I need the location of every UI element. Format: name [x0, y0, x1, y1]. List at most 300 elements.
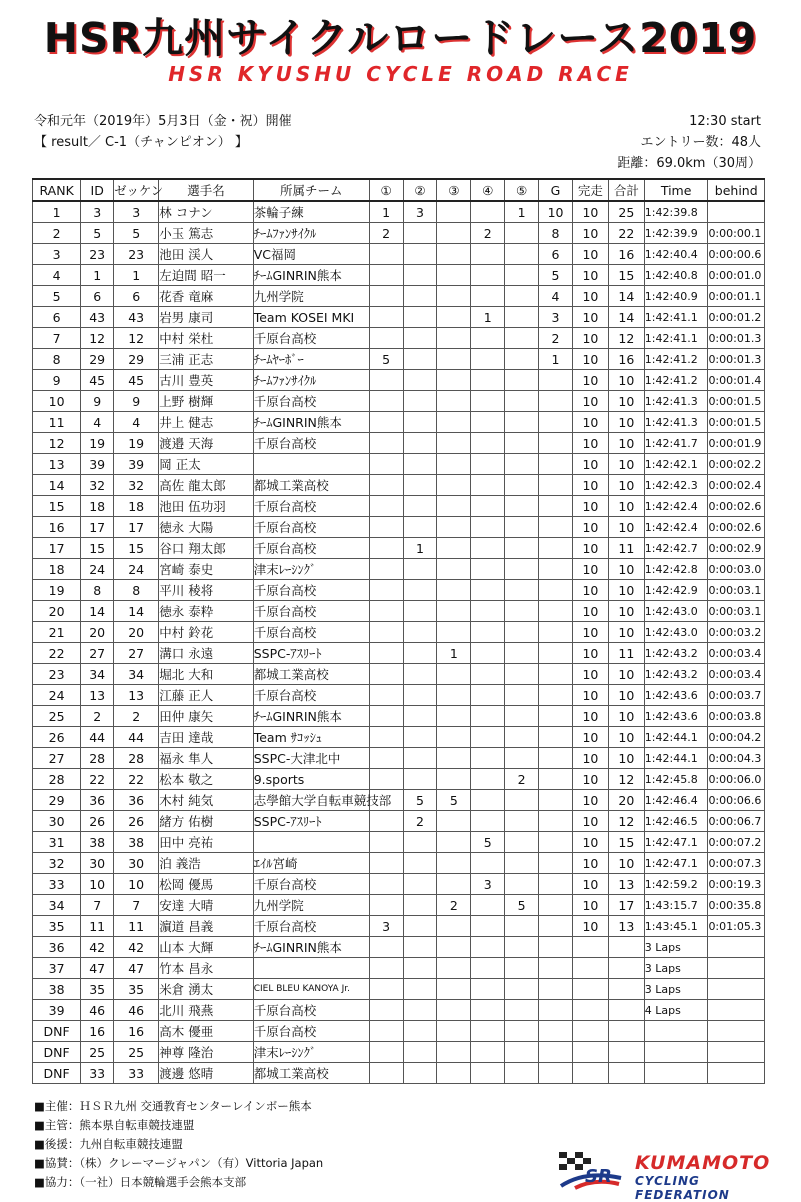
table-cell — [644, 1042, 708, 1063]
table-cell — [369, 1000, 403, 1021]
table-cell: 3 Laps — [644, 979, 708, 1000]
table-cell: 0:00:06.7 — [708, 811, 765, 832]
table-row — [33, 475, 765, 496]
table-cell — [403, 979, 437, 1000]
table-cell: 松本 敬之 — [159, 769, 253, 790]
table-cell: 10 — [81, 874, 114, 895]
table-cell: 10 — [572, 223, 608, 244]
table-cell: 津末ﾚｰｼﾝｸﾞ — [253, 559, 369, 580]
table-cell — [403, 454, 437, 475]
table-cell — [572, 1021, 608, 1042]
table-cell — [437, 370, 471, 391]
table-cell: 11 — [33, 412, 81, 433]
table-cell — [471, 538, 505, 559]
table-cell — [505, 979, 539, 1000]
table-cell — [471, 1063, 505, 1084]
table-cell: 10 — [572, 580, 608, 601]
table-cell: 0:00:00.1 — [708, 223, 765, 244]
table-cell — [505, 223, 539, 244]
table-cell: 1 — [471, 307, 505, 328]
table-cell — [608, 979, 644, 1000]
table-cell: 36 — [33, 937, 81, 958]
table-cell — [403, 727, 437, 748]
table-cell: 39 — [33, 1000, 81, 1021]
table-cell: 0:00:02.6 — [708, 517, 765, 538]
table-cell — [505, 643, 539, 664]
column-header: ID — [81, 179, 114, 201]
table-cell: 10 — [33, 391, 81, 412]
table-cell — [708, 1021, 765, 1042]
table-cell: 2 — [437, 895, 471, 916]
table-cell — [505, 1042, 539, 1063]
table-cell: 1:42:41.7 — [644, 433, 708, 454]
table-cell — [369, 538, 403, 559]
table-cell: 27 — [114, 643, 159, 664]
table-cell: 1:42:42.8 — [644, 559, 708, 580]
table-cell — [471, 580, 505, 601]
table-cell: 9.sports — [253, 769, 369, 790]
table-cell: 千原台高校 — [253, 916, 369, 937]
table-cell: 21 — [33, 622, 81, 643]
table-cell: VC福岡 — [253, 244, 369, 265]
table-cell — [539, 643, 573, 664]
table-cell: 34 — [114, 664, 159, 685]
table-cell — [437, 1042, 471, 1063]
table-row — [33, 433, 765, 454]
table-cell: 16 — [608, 349, 644, 370]
table-cell: 1 — [114, 265, 159, 286]
table-cell — [403, 643, 437, 664]
table-cell — [505, 244, 539, 265]
table-cell: 0:00:03.4 — [708, 643, 765, 664]
table-cell: 23 — [114, 244, 159, 265]
table-cell: 平川 稜将 — [159, 580, 253, 601]
table-cell: 29 — [81, 349, 114, 370]
table-cell: 17 — [81, 517, 114, 538]
table-cell: 3 — [471, 874, 505, 895]
table-cell: 0:00:02.2 — [708, 454, 765, 475]
table-cell — [437, 979, 471, 1000]
table-cell: 1:42:41.3 — [644, 412, 708, 433]
table-cell: 9 — [114, 391, 159, 412]
table-cell — [369, 643, 403, 664]
table-cell: 10 — [608, 412, 644, 433]
table-cell: 22 — [114, 769, 159, 790]
table-cell — [437, 1021, 471, 1042]
footer-line: ■主管：熊本県自転車競技連盟 — [34, 1118, 195, 1132]
table-cell: 10 — [608, 517, 644, 538]
table-cell — [403, 601, 437, 622]
table-cell: 5 — [437, 790, 471, 811]
table-cell — [505, 685, 539, 706]
table-cell — [471, 790, 505, 811]
table-cell: 0:00:01.0 — [708, 265, 765, 286]
table-cell — [437, 853, 471, 874]
table-cell — [608, 1000, 644, 1021]
table-cell — [253, 832, 369, 853]
table-cell — [471, 370, 505, 391]
table-cell — [539, 811, 573, 832]
table-cell — [708, 937, 765, 958]
table-cell: 5 — [505, 895, 539, 916]
table-cell — [403, 622, 437, 643]
table-cell: 0:00:03.7 — [708, 685, 765, 706]
table-row — [33, 853, 765, 874]
table-cell: 10 — [572, 916, 608, 937]
table-row — [33, 916, 765, 937]
table-cell — [539, 895, 573, 916]
table-cell: 10 — [572, 706, 608, 727]
table-row — [33, 286, 765, 307]
table-row — [33, 223, 765, 244]
page-title: HSR九州サイクルロードレース2019 — [43, 14, 758, 62]
table-cell — [369, 727, 403, 748]
table-cell: 九州学院 — [253, 895, 369, 916]
table-cell: 4 — [81, 412, 114, 433]
table-cell — [437, 538, 471, 559]
table-cell — [403, 916, 437, 937]
table-cell: SSPC-ｱｽﾘｰﾄ — [253, 643, 369, 664]
table-cell: 20 — [81, 622, 114, 643]
table-cell: 松岡 優馬 — [159, 874, 253, 895]
table-cell: 中村 鈴花 — [159, 622, 253, 643]
column-header: ⑤ — [505, 179, 539, 201]
table-cell — [403, 748, 437, 769]
table-cell: 堀北 大和 — [159, 664, 253, 685]
table-cell — [437, 454, 471, 475]
table-cell: 0:00:01.1 — [708, 286, 765, 307]
table-cell: 1:42:47.1 — [644, 853, 708, 874]
table-cell — [471, 286, 505, 307]
table-cell: 8 — [33, 349, 81, 370]
table-cell: 5 — [369, 349, 403, 370]
table-cell: 0:00:01.3 — [708, 349, 765, 370]
table-cell: SSPC-ｱｽﾘｰﾄ — [253, 811, 369, 832]
column-header: ゼッケン — [114, 179, 159, 201]
entry-count: エントリー数：48人 — [640, 135, 761, 150]
table-cell: 1 — [81, 265, 114, 286]
table-cell: 千原台高校 — [253, 874, 369, 895]
table-cell: 26 — [114, 811, 159, 832]
table-cell — [505, 475, 539, 496]
table-cell — [437, 391, 471, 412]
table-cell: 33 — [33, 874, 81, 895]
table-cell — [471, 1021, 505, 1042]
table-cell: 1:42:43.0 — [644, 622, 708, 643]
table-cell: 3 Laps — [644, 958, 708, 979]
table-cell — [369, 832, 403, 853]
table-cell — [437, 307, 471, 328]
table-cell — [403, 223, 437, 244]
table-cell: 22 — [33, 643, 81, 664]
table-cell — [505, 454, 539, 475]
table-cell: 吉田 達哉 — [159, 727, 253, 748]
table-cell: 14 — [608, 286, 644, 307]
table-cell: 0:00:01.2 — [708, 307, 765, 328]
table-cell: 0:00:06.6 — [708, 790, 765, 811]
table-cell — [403, 475, 437, 496]
table-cell — [403, 559, 437, 580]
table-cell — [369, 1042, 403, 1063]
column-header: ③ — [437, 179, 471, 201]
table-cell: 14 — [33, 475, 81, 496]
table-row — [33, 748, 765, 769]
table-cell: 1:42:43.2 — [644, 664, 708, 685]
table-cell — [539, 685, 573, 706]
table-cell: 中村 栄杜 — [159, 328, 253, 349]
column-header: 選手名 — [159, 179, 253, 201]
table-cell: 1 — [505, 201, 539, 223]
table-cell: 28 — [81, 748, 114, 769]
table-row — [33, 1042, 765, 1063]
table-cell: 10 — [572, 790, 608, 811]
table-cell — [505, 433, 539, 454]
table-cell — [369, 412, 403, 433]
table-cell — [505, 811, 539, 832]
table-cell — [369, 307, 403, 328]
table-cell: 1 — [437, 643, 471, 664]
table-cell — [539, 622, 573, 643]
table-cell: 竹本 昌永 — [159, 958, 253, 979]
column-header: RANK — [33, 179, 81, 201]
table-cell — [369, 265, 403, 286]
table-cell — [369, 895, 403, 916]
table-cell: 47 — [114, 958, 159, 979]
table-cell — [539, 916, 573, 937]
table-cell: 1:42:41.3 — [644, 391, 708, 412]
table-cell: 10 — [572, 832, 608, 853]
table-body — [33, 201, 765, 1084]
table-cell — [369, 244, 403, 265]
table-cell: 都城工業高校 — [253, 475, 369, 496]
column-header: behind — [708, 179, 765, 201]
table-cell — [708, 1000, 765, 1021]
table-cell — [403, 1021, 437, 1042]
table-cell — [437, 475, 471, 496]
table-cell: 10 — [572, 748, 608, 769]
table-cell: 13 — [608, 916, 644, 937]
table-cell: 6 — [114, 286, 159, 307]
table-cell: 16 — [114, 1021, 159, 1042]
table-cell: 11 — [608, 643, 644, 664]
table-cell — [369, 580, 403, 601]
table-cell: 18 — [33, 559, 81, 580]
table-cell: 都城工業高校 — [253, 664, 369, 685]
table-row — [33, 643, 765, 664]
table-cell: 0:00:02.6 — [708, 496, 765, 517]
table-cell — [471, 1042, 505, 1063]
table-cell: 13 — [33, 454, 81, 475]
table-cell — [369, 1021, 403, 1042]
start-time: 12:30 start — [689, 114, 761, 129]
table-cell: 1:43:45.1 — [644, 916, 708, 937]
column-header: 合計 — [608, 179, 644, 201]
table-row — [33, 727, 765, 748]
table-cell: 10 — [572, 454, 608, 475]
table-cell — [539, 601, 573, 622]
table-row — [33, 706, 765, 727]
table-cell — [369, 622, 403, 643]
table-cell: 4 — [539, 286, 573, 307]
table-cell — [471, 1000, 505, 1021]
table-cell — [369, 391, 403, 412]
table-cell: 1:42:41.2 — [644, 349, 708, 370]
table-cell: 10 — [572, 391, 608, 412]
table-cell — [471, 559, 505, 580]
logo-title: KUMAMOTO — [635, 1152, 771, 1174]
table-cell — [505, 580, 539, 601]
table-cell: ﾁｰﾑﾌｧﾝｻｲｸﾙ — [253, 223, 369, 244]
table-cell: 13 — [81, 685, 114, 706]
table-cell — [539, 748, 573, 769]
table-cell: 17 — [608, 895, 644, 916]
table-row — [33, 1063, 765, 1084]
table-cell: 6 — [539, 244, 573, 265]
table-cell: 2 — [369, 223, 403, 244]
table-cell: 千原台高校 — [253, 328, 369, 349]
table-cell — [471, 475, 505, 496]
table-cell: 5 — [403, 790, 437, 811]
table-cell: 10 — [572, 244, 608, 265]
table-cell: 10 — [572, 475, 608, 496]
table-cell — [539, 853, 573, 874]
table-cell: 高佐 龍太郎 — [159, 475, 253, 496]
event-date: 令和元年（2019年）5月3日（金・祝）開催 — [34, 114, 292, 129]
table-cell: 14 — [114, 601, 159, 622]
table-cell: 18 — [114, 496, 159, 517]
table-cell — [471, 916, 505, 937]
table-cell: ﾁｰﾑﾔｰﾎﾞｰ — [253, 349, 369, 370]
table-cell — [539, 874, 573, 895]
table-cell — [403, 391, 437, 412]
table-cell: 3 Laps — [644, 937, 708, 958]
checkered-flag-icon — [555, 1148, 625, 1192]
table-cell: 38 — [114, 832, 159, 853]
table-cell: 0:00:01.4 — [708, 370, 765, 391]
table-cell: 9 — [81, 391, 114, 412]
table-cell: 10 — [608, 706, 644, 727]
table-row — [33, 622, 765, 643]
table-cell: 1:42:45.8 — [644, 769, 708, 790]
table-cell: ｴｲﾙ宮崎 — [253, 853, 369, 874]
table-cell: 千原台高校 — [253, 1000, 369, 1021]
table-cell: 1:42:44.1 — [644, 748, 708, 769]
table-cell — [539, 517, 573, 538]
table-cell: 0:00:02.9 — [708, 538, 765, 559]
table-cell: 16 — [81, 1021, 114, 1042]
table-cell: 0:00:03.1 — [708, 580, 765, 601]
table-cell: 10 — [572, 685, 608, 706]
table-row — [33, 958, 765, 979]
table-cell — [471, 244, 505, 265]
table-cell: 42 — [81, 937, 114, 958]
table-row — [33, 265, 765, 286]
table-header-row — [33, 179, 765, 201]
organizer-info — [34, 1097, 323, 1192]
table-cell: 福永 隼人 — [159, 748, 253, 769]
table-cell — [608, 958, 644, 979]
table-cell: 茶輪子練 — [253, 201, 369, 223]
table-row — [33, 370, 765, 391]
table-cell: 35 — [33, 916, 81, 937]
table-cell: 11 — [81, 916, 114, 937]
table-cell: 10 — [608, 580, 644, 601]
table-cell — [437, 622, 471, 643]
table-cell: 神尊 隆治 — [159, 1042, 253, 1063]
table-cell — [471, 811, 505, 832]
table-cell — [437, 1000, 471, 1021]
table-row — [33, 454, 765, 475]
table-cell: 45 — [114, 370, 159, 391]
table-cell: 29 — [114, 349, 159, 370]
table-cell — [539, 1042, 573, 1063]
table-cell: 10 — [572, 622, 608, 643]
table-cell — [437, 286, 471, 307]
table-cell: 北川 飛燕 — [159, 1000, 253, 1021]
table-cell: 30 — [81, 853, 114, 874]
table-row — [33, 496, 765, 517]
table-cell — [505, 601, 539, 622]
table-row — [33, 601, 765, 622]
table-cell: 10 — [608, 370, 644, 391]
table-cell: 23 — [81, 244, 114, 265]
table-cell: 2 — [114, 706, 159, 727]
table-cell — [572, 979, 608, 1000]
table-cell: 上野 樹輝 — [159, 391, 253, 412]
table-cell: 26 — [81, 811, 114, 832]
svg-text:SR: SR — [585, 1166, 612, 1187]
table-cell — [403, 874, 437, 895]
table-cell — [403, 265, 437, 286]
table-cell — [369, 811, 403, 832]
table-cell: 10 — [572, 517, 608, 538]
table-cell: 3 — [81, 201, 114, 223]
table-row — [33, 832, 765, 853]
table-cell: 安達 大晴 — [159, 895, 253, 916]
table-cell — [437, 916, 471, 937]
footer-line: ■協賛：（株）クレーマージャパン（有）Vittoria Japan — [34, 1156, 324, 1170]
table-cell: 16 — [608, 244, 644, 265]
table-cell — [437, 349, 471, 370]
table-cell — [471, 727, 505, 748]
table-cell: 37 — [33, 958, 81, 979]
table-cell — [369, 874, 403, 895]
table-cell: 0:00:03.4 — [708, 664, 765, 685]
column-header: ④ — [471, 179, 505, 201]
table-cell — [471, 979, 505, 1000]
table-cell — [369, 958, 403, 979]
table-cell — [708, 958, 765, 979]
table-cell: 0:00:06.0 — [708, 769, 765, 790]
table-cell: 10 — [572, 370, 608, 391]
table-cell: 25 — [81, 1042, 114, 1063]
table-row — [33, 1000, 765, 1021]
table-cell: 10 — [572, 265, 608, 286]
table-cell: 千原台高校 — [253, 622, 369, 643]
page-subtitle: HSR KYUSHU CYCLE ROAD RACE — [168, 62, 633, 86]
table-cell: 田仲 康矢 — [159, 706, 253, 727]
table-cell — [505, 328, 539, 349]
table-cell: 0:00:00.6 — [708, 244, 765, 265]
table-cell: 19 — [81, 433, 114, 454]
table-cell: 1:42:42.9 — [644, 580, 708, 601]
table-cell: 1:42:59.2 — [644, 874, 708, 895]
table-cell — [403, 937, 437, 958]
table-cell: 渡邊 悠晴 — [159, 1063, 253, 1084]
table-cell: 千原台高校 — [253, 433, 369, 454]
table-cell — [505, 874, 539, 895]
table-row — [33, 391, 765, 412]
